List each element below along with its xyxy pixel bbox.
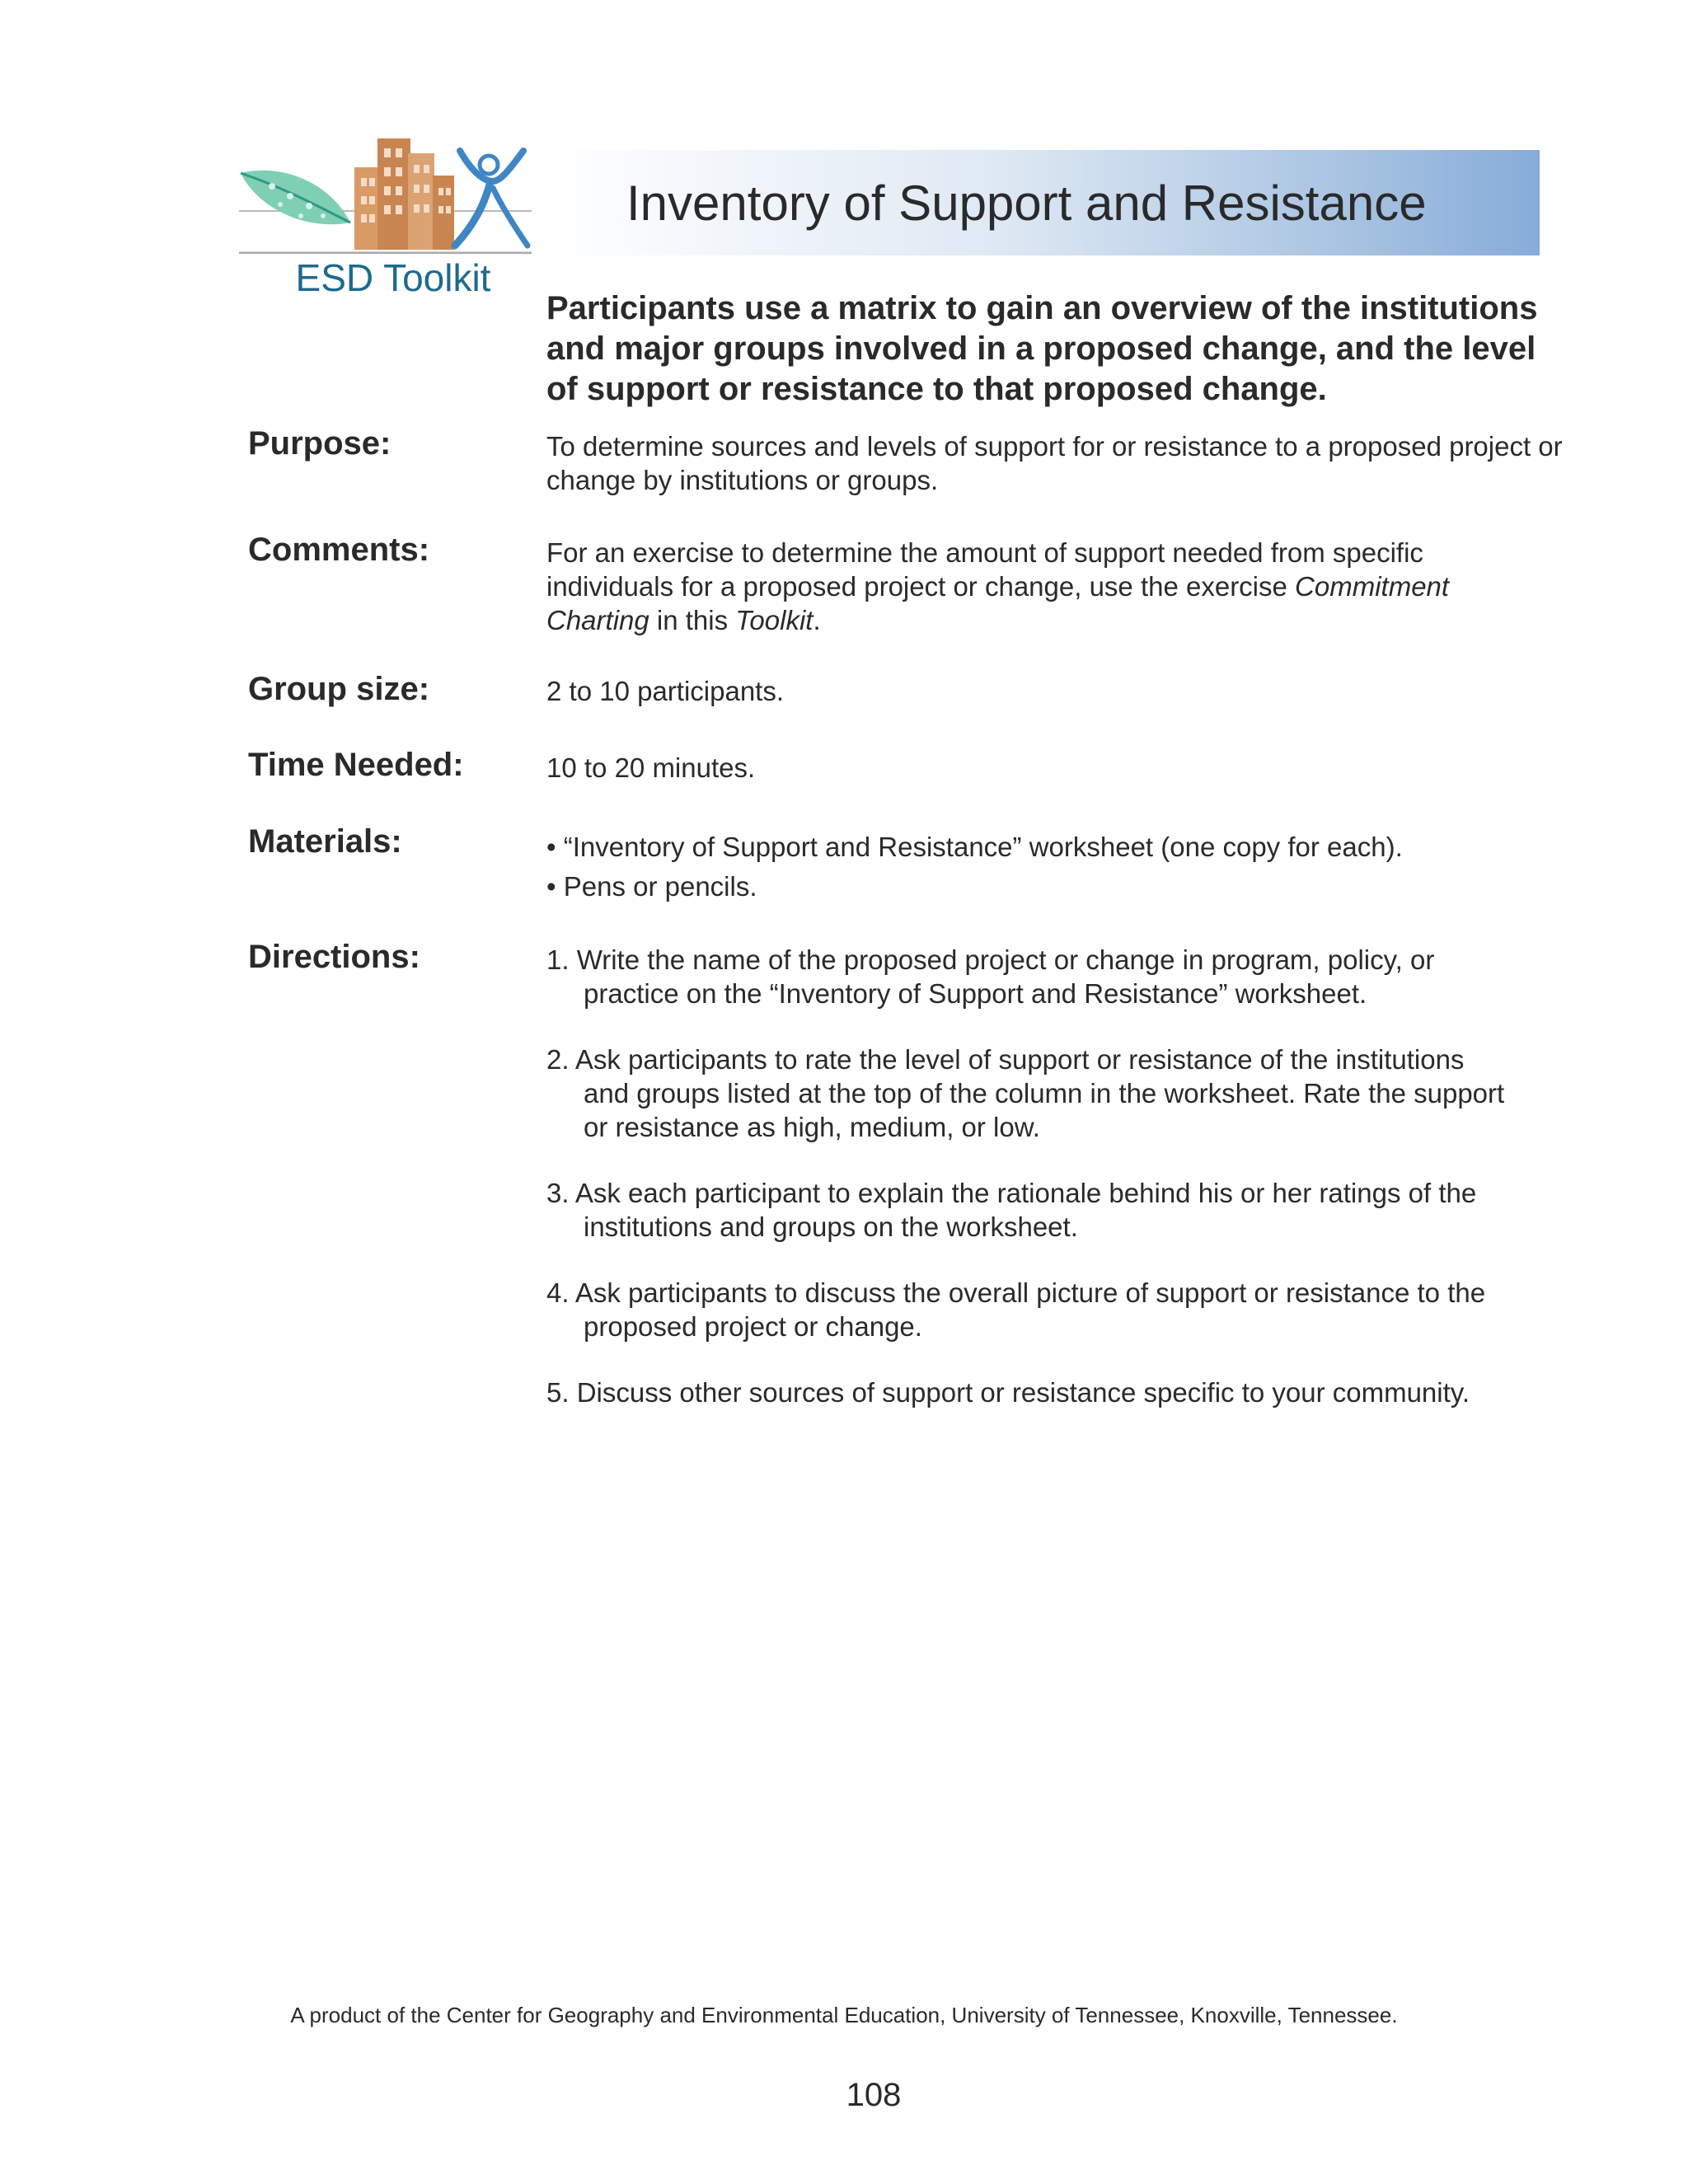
comments-text-part-1: For an exercise to determine the amount of support needed from specific individuals for a proposed project or change, use the exercise xyxy=(546,537,1423,602)
directions-label: Directions: xyxy=(248,939,420,975)
direction-step xyxy=(546,943,1568,1010)
comments-italic-1: Commitment Charting xyxy=(546,571,1450,635)
materials-item: • “Inventory of Support and Resistance” worksheet (one copy for each). xyxy=(546,832,1403,862)
comments-text-part-2: in this xyxy=(649,605,736,635)
direction-step-line: and groups listed at the top of the column in the worksheet. Rate the support xyxy=(584,1078,1505,1108)
direction-step-first-line: 2. Ask participants to rate the level of support or resistance of the institutions xyxy=(546,1044,1465,1075)
direction-step-first-line: 3. Ask each participant to explain the rationale behind his or her ratings of the xyxy=(546,1178,1477,1208)
purpose-label: Purpose: xyxy=(248,425,392,462)
comments-text xyxy=(546,536,1486,637)
materials-item: • Pens or pencils. xyxy=(546,871,757,902)
direction-step xyxy=(546,1043,1568,1144)
page-number: 108 xyxy=(846,2077,902,2113)
directions-list xyxy=(546,943,1568,1409)
page-title: Inventory of Support and Resistance xyxy=(626,176,1427,231)
direction-step-line: practice on the “Inventory of Support and Resistance” worksheet. xyxy=(584,978,1367,1009)
comments-italic-2: Toolkit xyxy=(735,605,814,635)
direction-step-first-line: 4. Ask participants to discuss the overall picture of support or resistance to the xyxy=(546,1277,1486,1308)
group-size-text: 2 to 10 participants. xyxy=(546,676,785,706)
buildings-icon xyxy=(354,138,454,250)
person-icon xyxy=(455,151,528,246)
materials-list xyxy=(546,827,1568,907)
logo-graphic xyxy=(239,130,536,254)
group-size-label: Group size: xyxy=(248,671,430,707)
direction-step-first-line: 1. Write the name of the proposed project or change in program, policy, or xyxy=(546,944,1435,975)
purpose-text: To determine sources and levels of support for or resistance to a proposed project or change by institutions or groups. xyxy=(546,431,1563,495)
leaf-icon xyxy=(241,171,350,224)
comments-text-part-3: . xyxy=(813,605,821,635)
direction-step-line: proposed project or change. xyxy=(584,1311,922,1342)
esd-toolkit-logo xyxy=(239,130,536,307)
comments-label: Comments: xyxy=(248,532,430,568)
time-needed-text: 10 to 20 minutes. xyxy=(546,752,756,783)
direction-step xyxy=(546,1176,1568,1244)
direction-step xyxy=(546,1276,1568,1343)
intro-summary: Participants use a matrix to gain an overview of the institutions and major groups involved in a proposed change, and the level of support or resistance to that proposed change. xyxy=(546,290,1538,407)
footer-credit: A product of the Center for Geography and Environmental Education, University of Tennessee, Knoxville, Tennessee. xyxy=(290,2003,1398,2027)
direction-step-first-line: 5. Discuss other sources of support or resistance specific to your community. xyxy=(546,1377,1470,1408)
materials-label: Materials: xyxy=(248,823,402,860)
direction-step xyxy=(546,1376,1568,1409)
direction-step-line: institutions and groups on the worksheet. xyxy=(584,1212,1078,1242)
logo-text: ESD Toolkit xyxy=(295,256,491,299)
direction-step-line: or resistance as high, medium, or low. xyxy=(584,1112,1040,1142)
time-needed-label: Time Needed: xyxy=(248,747,464,783)
